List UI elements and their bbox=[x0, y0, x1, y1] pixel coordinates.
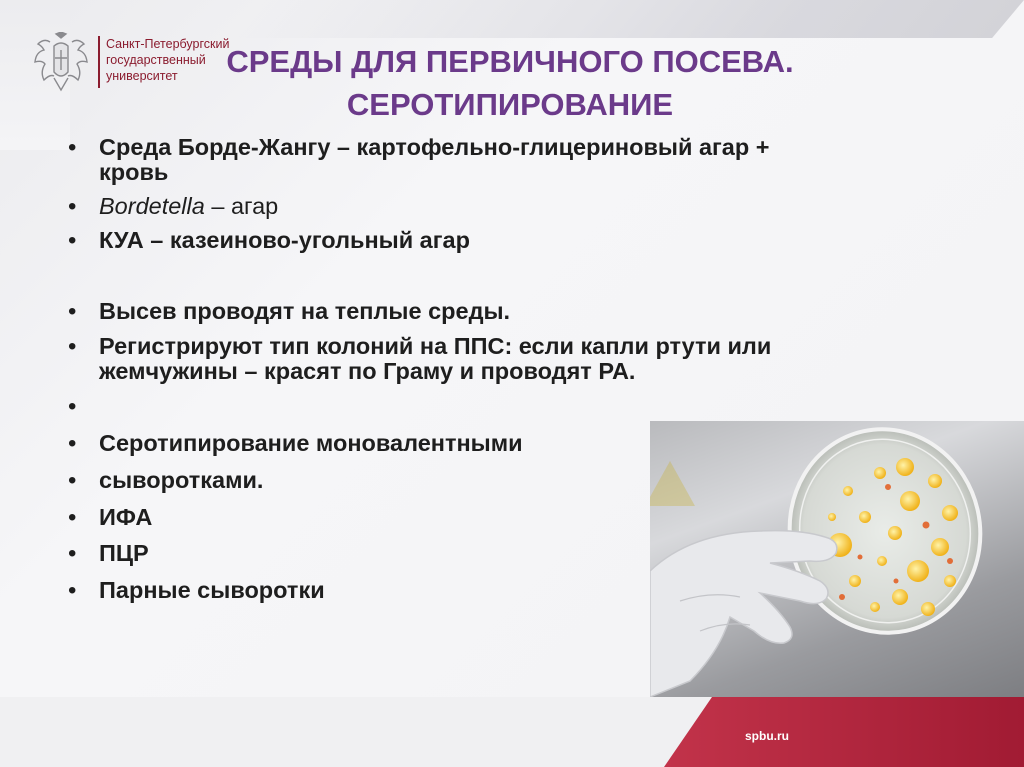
decorative-stripe bbox=[232, 0, 1024, 38]
bullet-item bbox=[68, 334, 968, 384]
bullet-item bbox=[68, 135, 968, 185]
bullet-item bbox=[68, 228, 968, 253]
footer-site-url[interactable]: spbu.ru bbox=[745, 729, 789, 743]
footer-accent bbox=[664, 697, 1024, 767]
bullet-text: КУА – казеиново-угольный агар bbox=[99, 227, 470, 253]
bullet-text: Серотипирование моновалентными bbox=[99, 430, 523, 456]
bullet-text: жемчужины – красят по Граму и проводят РА. bbox=[99, 358, 636, 384]
bullet-dot: • bbox=[68, 227, 77, 254]
bullet-text: ИФА bbox=[99, 504, 153, 530]
bullet-dot: • bbox=[68, 134, 77, 161]
bullet-item bbox=[68, 394, 968, 419]
bullet-text: – агар bbox=[204, 193, 279, 219]
petri-dish-illustration bbox=[650, 421, 1024, 697]
bullet-text: Высев проводят на теплые среды. bbox=[99, 298, 511, 324]
slide-title-line: СРЕДЫ ДЛЯ ПЕРВИЧНОГО ПОСЕВА. bbox=[226, 44, 794, 79]
slide-title-line: СЕРОТИПИРОВАНИЕ bbox=[346, 87, 674, 122]
petri-dish-photo bbox=[650, 421, 1024, 697]
bullet-text: кровь bbox=[99, 159, 169, 185]
bullet-text: сыворотками. bbox=[99, 467, 264, 493]
bullet-text-italic: Bordetella bbox=[99, 193, 205, 219]
bullet-dot: • bbox=[68, 504, 77, 531]
bullet-dot: • bbox=[68, 467, 77, 494]
slide-title bbox=[150, 40, 870, 126]
bullet-dot: • bbox=[68, 298, 77, 325]
university-name-line: университет bbox=[106, 69, 178, 83]
bullet-text: Среда Борде-Жангу – картофельно-глицериновый агар + bbox=[99, 134, 770, 160]
bullet-item bbox=[68, 299, 968, 324]
bullet-dot: • bbox=[68, 577, 77, 604]
bullet-dot: • bbox=[68, 393, 77, 420]
university-name-line: государственный bbox=[106, 53, 206, 67]
bullet-dot: • bbox=[68, 193, 77, 220]
bullet-text: Парные сыворотки bbox=[99, 577, 325, 603]
university-name-line: Санкт-Петербургский bbox=[106, 37, 230, 51]
bullet-text: ПЦР bbox=[99, 540, 149, 566]
bullet-dot: • bbox=[68, 333, 77, 360]
bullet-text: Регистрируют тип колоний на ППС: если капли ртути или bbox=[99, 333, 772, 359]
coat-of-arms-icon bbox=[32, 32, 90, 94]
bullet-item bbox=[68, 194, 968, 219]
logo-divider bbox=[98, 36, 100, 88]
bullet-dot: • bbox=[68, 540, 77, 567]
bullet-dot: • bbox=[68, 430, 77, 457]
